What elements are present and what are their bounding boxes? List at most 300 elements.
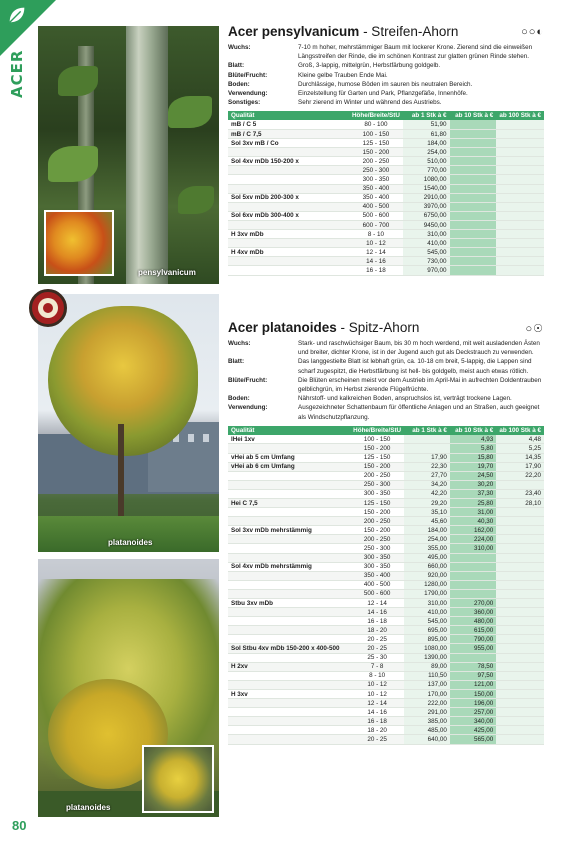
photo-inset-autumn-leaves xyxy=(44,210,114,276)
price-10-cell: 5,80 xyxy=(450,444,496,453)
price-100-cell xyxy=(496,202,544,211)
quality-cell xyxy=(228,571,350,580)
size-cell: 12 - 14 xyxy=(350,599,404,608)
price-1-cell: 45,60 xyxy=(404,517,450,526)
size-cell: 8 - 10 xyxy=(350,671,404,680)
price-10-cell: 310,00 xyxy=(450,544,496,553)
price-10-cell xyxy=(450,202,497,211)
size-cell: 400 - 500 xyxy=(349,202,403,211)
price-10-cell: 31,00 xyxy=(450,508,496,517)
price-10-cell xyxy=(450,580,496,589)
size-cell: 100 - 150 xyxy=(350,435,404,444)
table-row xyxy=(228,580,544,589)
price-100-cell xyxy=(496,230,544,239)
price-10-cell: 37,30 xyxy=(450,489,496,498)
table-row xyxy=(228,498,544,507)
title-common: - Streifen-Ahorn xyxy=(359,24,459,39)
description-key: Blüte/Frucht: xyxy=(228,71,268,79)
price-100-cell xyxy=(496,248,544,257)
price-1-cell: 51,90 xyxy=(403,120,450,129)
quality-cell xyxy=(228,653,350,662)
price-1-cell: 27,70 xyxy=(404,471,450,480)
price-10-cell: 565,00 xyxy=(450,735,496,744)
price-100-cell xyxy=(496,120,544,129)
price-10-cell: 955,00 xyxy=(450,644,496,653)
price-1-cell: 310,00 xyxy=(403,230,450,239)
price-1-cell: 184,00 xyxy=(403,139,450,148)
size-cell: 16 - 18 xyxy=(350,617,404,626)
price-1-cell: 495,00 xyxy=(404,553,450,562)
table-row xyxy=(228,139,544,148)
table-row xyxy=(228,735,544,744)
table-row xyxy=(228,202,544,211)
description-row xyxy=(228,98,544,107)
table-row xyxy=(228,471,544,480)
size-cell: 10 - 12 xyxy=(350,680,404,689)
table-row xyxy=(228,544,544,553)
location-symbols-icon: ○○◐ xyxy=(521,26,544,38)
price-1-cell: 920,00 xyxy=(404,571,450,580)
price-100-cell xyxy=(496,553,544,562)
side-label: ACER xyxy=(8,49,26,98)
price-10-cell xyxy=(450,562,496,571)
table-row xyxy=(228,608,544,617)
description-row xyxy=(228,80,544,89)
price-1-cell: 545,00 xyxy=(404,617,450,626)
price-10-cell: 97,50 xyxy=(450,671,496,680)
price-1-cell: 1280,00 xyxy=(404,580,450,589)
size-cell: 25 - 30 xyxy=(350,653,404,662)
price-1-cell: 310,00 xyxy=(404,599,450,608)
quality-cell xyxy=(228,680,350,689)
quality-cell: Sol 6xv mDb 300-400 x xyxy=(228,211,349,220)
table-row xyxy=(228,175,544,184)
description-row xyxy=(228,339,544,357)
section-title xyxy=(228,24,544,39)
size-cell: 300 - 350 xyxy=(349,175,403,184)
price-100-cell xyxy=(496,535,544,544)
description-value: Einzelstellung für Garten und Park, Pflanzgefäße, Innenhöfe. xyxy=(298,90,468,98)
quality-seal-icon xyxy=(29,289,67,327)
photo-caption: pensylvanicum xyxy=(138,268,196,277)
leaf-icon xyxy=(6,4,28,26)
price-10-cell xyxy=(450,553,496,562)
price-1-cell: 1540,00 xyxy=(403,184,450,193)
price-10-cell xyxy=(450,653,496,662)
size-cell: 200 - 250 xyxy=(350,517,404,526)
description-row xyxy=(228,61,544,70)
column-header: ab 100 Stk à € xyxy=(496,426,544,435)
table-row xyxy=(228,435,544,444)
size-cell: 10 - 12 xyxy=(349,239,403,248)
price-10-cell: 480,00 xyxy=(450,617,496,626)
description-key: Blatt: xyxy=(228,62,245,70)
quality-cell xyxy=(228,699,350,708)
price-10-cell xyxy=(450,589,496,598)
size-cell: 16 - 18 xyxy=(350,717,404,726)
column-header: Qualität xyxy=(228,111,349,120)
quality-cell: H 2xv xyxy=(228,662,350,671)
table-row xyxy=(228,626,544,635)
size-cell: 14 - 16 xyxy=(350,608,404,617)
price-10-cell: 4,93 xyxy=(450,435,496,444)
price-1-cell: 222,00 xyxy=(404,699,450,708)
price-100-cell xyxy=(496,526,544,535)
price-1-cell: 3970,00 xyxy=(403,202,450,211)
quality-cell xyxy=(228,239,349,248)
price-1-cell: 34,20 xyxy=(404,480,450,489)
description-key: Boden: xyxy=(228,80,250,88)
description-key: Verwendung: xyxy=(228,404,268,412)
description-value: Sehr zierend im Winter und während des Austriebs. xyxy=(298,99,442,107)
quality-cell: mB / C 5 xyxy=(228,120,349,129)
size-cell: 14 - 16 xyxy=(349,257,403,266)
price-1-cell: 410,00 xyxy=(404,608,450,617)
price-100-cell xyxy=(496,599,544,608)
price-1-cell: 61,80 xyxy=(403,130,450,139)
description-row xyxy=(228,43,544,61)
description-key: Verwendung: xyxy=(228,90,268,98)
size-cell: 300 - 350 xyxy=(350,562,404,571)
quality-cell xyxy=(228,617,350,626)
table-row xyxy=(228,266,544,275)
table-row xyxy=(228,553,544,562)
column-header: ab 10 Stk à € xyxy=(450,426,496,435)
size-cell: 10 - 12 xyxy=(350,689,404,698)
photo-platanoides-1 xyxy=(38,294,219,552)
price-1-cell: 22,30 xyxy=(404,462,450,471)
column-header: Höhe/Breite/StU xyxy=(349,111,403,120)
table-row xyxy=(228,157,544,166)
quality-cell xyxy=(228,266,349,275)
quality-cell: Sol Stbu 4xv mDb 150-200 x 400-500 xyxy=(228,644,350,653)
description-key: Boden: xyxy=(228,395,250,403)
price-100-cell xyxy=(496,480,544,489)
description-row xyxy=(228,376,544,394)
size-cell: 200 - 250 xyxy=(350,471,404,480)
table-row xyxy=(228,644,544,653)
price-table xyxy=(228,426,544,745)
price-100-cell: 5,25 xyxy=(496,444,544,453)
price-1-cell: 545,00 xyxy=(403,248,450,257)
photo-platanoides-2 xyxy=(38,559,219,817)
size-cell: 300 - 350 xyxy=(350,553,404,562)
price-10-cell xyxy=(450,211,497,220)
price-100-cell xyxy=(496,266,544,275)
quality-cell xyxy=(228,471,350,480)
price-1-cell: 9450,00 xyxy=(403,220,450,229)
size-cell: 300 - 350 xyxy=(350,489,404,498)
description-value: 7-10 m hoher, mehrstämmiger Baum mit lockerer Krone. Zierend sind die einweißen Längsstreifen der Rinde, die im schönen Kontrast zur glatten grünen Rinde stehen. xyxy=(298,44,533,61)
price-10-cell xyxy=(450,220,497,229)
quality-cell xyxy=(228,202,349,211)
size-cell: 7 - 8 xyxy=(350,662,404,671)
price-1-cell: 1390,00 xyxy=(404,653,450,662)
price-100-cell xyxy=(496,130,544,139)
price-100-cell xyxy=(496,635,544,644)
quality-cell xyxy=(228,535,350,544)
price-100-cell xyxy=(496,239,544,248)
price-100-cell: 17,90 xyxy=(496,462,544,471)
price-10-cell: 270,00 xyxy=(450,599,496,608)
price-10-cell xyxy=(450,571,496,580)
price-10-cell xyxy=(450,130,497,139)
location-symbols-icon: ○☉ xyxy=(525,323,544,335)
description-row xyxy=(228,89,544,98)
quality-cell: Sol 3xv mB / Co xyxy=(228,139,349,148)
price-1-cell: 42,20 xyxy=(404,489,450,498)
price-10-cell: 40,30 xyxy=(450,517,496,526)
description-key: Sonstiges: xyxy=(228,99,261,107)
price-1-cell: 510,00 xyxy=(403,157,450,166)
price-100-cell: 28,10 xyxy=(496,498,544,507)
size-cell: 20 - 25 xyxy=(350,635,404,644)
quality-cell xyxy=(228,635,350,644)
size-cell: 200 - 250 xyxy=(350,535,404,544)
quality-cell: Sol 4xv mDb 150-200 x xyxy=(228,157,349,166)
size-cell: 150 - 200 xyxy=(349,148,403,157)
column-header: ab 100 Stk à € xyxy=(496,111,544,120)
price-100-cell xyxy=(496,617,544,626)
price-100-cell xyxy=(496,680,544,689)
price-1-cell: 254,00 xyxy=(404,535,450,544)
size-cell: 18 - 20 xyxy=(350,726,404,735)
price-10-cell xyxy=(450,120,497,129)
price-1-cell: 6750,00 xyxy=(403,211,450,220)
quality-cell xyxy=(228,148,349,157)
quality-cell: Sol 4xv mDb mehrstämmig xyxy=(228,562,350,571)
table-row xyxy=(228,489,544,498)
column-header: ab 10 Stk à € xyxy=(450,111,497,120)
price-10-cell xyxy=(450,266,497,275)
price-100-cell xyxy=(496,184,544,193)
price-10-cell xyxy=(450,230,497,239)
size-cell: 500 - 600 xyxy=(349,211,403,220)
price-100-cell xyxy=(496,671,544,680)
price-10-cell xyxy=(450,248,497,257)
photo-caption: platanoides xyxy=(108,538,153,547)
price-100-cell: 23,40 xyxy=(496,489,544,498)
table-row xyxy=(228,617,544,626)
price-10-cell xyxy=(450,148,497,157)
table-row xyxy=(228,462,544,471)
size-cell: 20 - 25 xyxy=(350,644,404,653)
description-value: Kleine gelbe Trauben Ende Mai. xyxy=(298,71,388,79)
quality-cell xyxy=(228,220,349,229)
size-cell: 250 - 300 xyxy=(350,480,404,489)
description-row xyxy=(228,403,544,421)
price-10-cell: 790,00 xyxy=(450,635,496,644)
description-value: Durchlässige, humose Böden im sauren bis neutralen Bereich. xyxy=(298,80,473,88)
price-1-cell: 410,00 xyxy=(403,239,450,248)
price-100-cell xyxy=(496,571,544,580)
price-10-cell: 162,00 xyxy=(450,526,496,535)
price-1-cell: 184,00 xyxy=(404,526,450,535)
price-100-cell xyxy=(496,653,544,662)
price-1-cell: 29,20 xyxy=(404,498,450,507)
size-cell: 125 - 150 xyxy=(350,453,404,462)
quality-cell xyxy=(228,726,350,735)
section-acer-platanoides xyxy=(228,320,544,745)
quality-cell xyxy=(228,257,349,266)
price-1-cell: 385,00 xyxy=(404,717,450,726)
price-100-cell xyxy=(496,257,544,266)
price-100-cell xyxy=(496,211,544,220)
quality-cell: H 3xv mDb xyxy=(228,230,349,239)
photo-caption: platanoides xyxy=(66,803,111,812)
quality-cell xyxy=(228,175,349,184)
table-row xyxy=(228,699,544,708)
size-cell: 80 - 100 xyxy=(349,120,403,129)
price-10-cell: 30,20 xyxy=(450,480,496,489)
size-cell: 400 - 500 xyxy=(350,580,404,589)
size-cell: 350 - 400 xyxy=(350,571,404,580)
table-row xyxy=(228,130,544,139)
table-row xyxy=(228,717,544,726)
price-100-cell xyxy=(496,139,544,148)
description-value: Die Blüten erscheinen meist vor dem Austrieb im April-Mai in aufrechten Doldentrauben gelblichgrün, im Herbst zierende Flügelfrüchte. xyxy=(298,376,542,394)
price-1-cell: 2910,00 xyxy=(403,193,450,202)
quality-cell xyxy=(228,671,350,680)
title-latin: Acer pensylvanicum xyxy=(228,24,360,39)
description xyxy=(228,43,544,107)
price-10-cell: 257,00 xyxy=(450,708,496,717)
quality-cell: mB / C 7,5 xyxy=(228,130,349,139)
price-1-cell: 137,00 xyxy=(404,680,450,689)
page-number: 80 xyxy=(12,818,27,833)
price-100-cell xyxy=(496,699,544,708)
description-key: Wuchs: xyxy=(228,44,251,51)
price-1-cell: 485,00 xyxy=(404,726,450,735)
column-header: Höhe/Breite/StU xyxy=(350,426,404,435)
price-1-cell: 695,00 xyxy=(404,626,450,635)
price-1-cell: 355,00 xyxy=(404,544,450,553)
price-100-cell xyxy=(496,608,544,617)
table-row xyxy=(228,635,544,644)
size-cell: 125 - 150 xyxy=(349,139,403,148)
quality-cell: vHei ab 5 cm Umfang xyxy=(228,453,350,462)
price-100-cell: 14,35 xyxy=(496,453,544,462)
description-key: Blüte/Frucht: xyxy=(228,376,268,384)
price-100-cell xyxy=(496,193,544,202)
price-100-cell xyxy=(496,726,544,735)
price-100-cell xyxy=(496,735,544,744)
price-100-cell xyxy=(496,544,544,553)
size-cell: 16 - 18 xyxy=(349,266,403,275)
description-value: Das langgestielte Blatt ist lebhaft grün, ca. 10-18 cm breit, 5-lappig, die Lappen sind scharf zugespitzt, die Herbstfärbung ist hell- bis goldgelb, meist auch etwas rötlich. xyxy=(298,358,532,375)
table-row xyxy=(228,220,544,229)
price-1-cell: 1080,00 xyxy=(403,175,450,184)
table-row xyxy=(228,193,544,202)
price-100-cell xyxy=(496,157,544,166)
quality-cell xyxy=(228,444,350,453)
price-100-cell xyxy=(496,508,544,517)
description-key: Wuchs: xyxy=(228,340,251,347)
size-cell: 200 - 250 xyxy=(349,157,403,166)
price-100-cell xyxy=(496,166,544,175)
price-100-cell xyxy=(496,662,544,671)
column-header: ab 1 Stk à € xyxy=(403,111,450,120)
table-row xyxy=(228,444,544,453)
price-1-cell: 970,00 xyxy=(403,266,450,275)
size-cell: 12 - 14 xyxy=(350,699,404,708)
column-header: ab 1 Stk à € xyxy=(404,426,450,435)
table-row xyxy=(228,708,544,717)
price-100-cell xyxy=(496,517,544,526)
quality-cell: Hei C 7,5 xyxy=(228,498,350,507)
quality-cell xyxy=(228,717,350,726)
description-value: Groß, 3-lappig, mittelgrün, Herbstfärbung goldgelb. xyxy=(298,62,441,70)
price-table xyxy=(228,111,544,275)
size-cell: 250 - 300 xyxy=(350,544,404,553)
table-row xyxy=(228,571,544,580)
price-10-cell: 196,00 xyxy=(450,699,496,708)
table-row xyxy=(228,166,544,175)
size-cell: 350 - 400 xyxy=(349,193,403,202)
price-10-cell xyxy=(450,175,497,184)
quality-cell xyxy=(228,544,350,553)
quality-cell xyxy=(228,708,350,717)
price-100-cell: 22,20 xyxy=(496,471,544,480)
description-value: Stark- und raschwüchsiger Baum, bis 30 m hoch werdend, mit weit ausladenden Ästen und breiter, dichter Krone, ist in der Jugend auch gut als Deckstrauch zu verwenden. xyxy=(298,340,540,357)
size-cell: 18 - 20 xyxy=(350,626,404,635)
quality-cell xyxy=(228,608,350,617)
table-row xyxy=(228,689,544,698)
title-latin: Acer platanoides xyxy=(228,320,337,335)
price-100-cell xyxy=(496,148,544,157)
table-row xyxy=(228,589,544,598)
price-100-cell xyxy=(496,708,544,717)
description-row xyxy=(228,357,544,375)
column-header: Qualität xyxy=(228,426,350,435)
quality-cell xyxy=(228,735,350,744)
price-10-cell: 121,00 xyxy=(450,680,496,689)
price-1-cell: 170,00 xyxy=(404,689,450,698)
table-row xyxy=(228,239,544,248)
quality-cell xyxy=(228,626,350,635)
price-10-cell xyxy=(450,139,497,148)
price-100-cell xyxy=(496,689,544,698)
description-row xyxy=(228,71,544,80)
table-row xyxy=(228,257,544,266)
price-100-cell xyxy=(496,589,544,598)
price-100-cell xyxy=(496,220,544,229)
quality-cell: Sol 5xv mDb 200-300 x xyxy=(228,193,349,202)
title-common: - Spitz-Ahorn xyxy=(336,320,420,335)
section-acer-pensylvanicum xyxy=(228,24,544,276)
table-header-row xyxy=(228,111,544,120)
price-10-cell xyxy=(450,257,497,266)
size-cell: 150 - 200 xyxy=(350,444,404,453)
price-10-cell xyxy=(450,157,497,166)
price-1-cell: 1790,00 xyxy=(404,589,450,598)
table-row xyxy=(228,726,544,735)
price-100-cell xyxy=(496,626,544,635)
table-row xyxy=(228,211,544,220)
table-row xyxy=(228,453,544,462)
quality-cell xyxy=(228,480,350,489)
table-row xyxy=(228,671,544,680)
table-row xyxy=(228,653,544,662)
size-cell: 100 - 150 xyxy=(349,130,403,139)
price-1-cell: 89,00 xyxy=(404,662,450,671)
section-title xyxy=(228,320,544,335)
quality-cell xyxy=(228,553,350,562)
table-row xyxy=(228,535,544,544)
table-row xyxy=(228,508,544,517)
quality-cell xyxy=(228,517,350,526)
size-cell: 250 - 300 xyxy=(349,166,403,175)
